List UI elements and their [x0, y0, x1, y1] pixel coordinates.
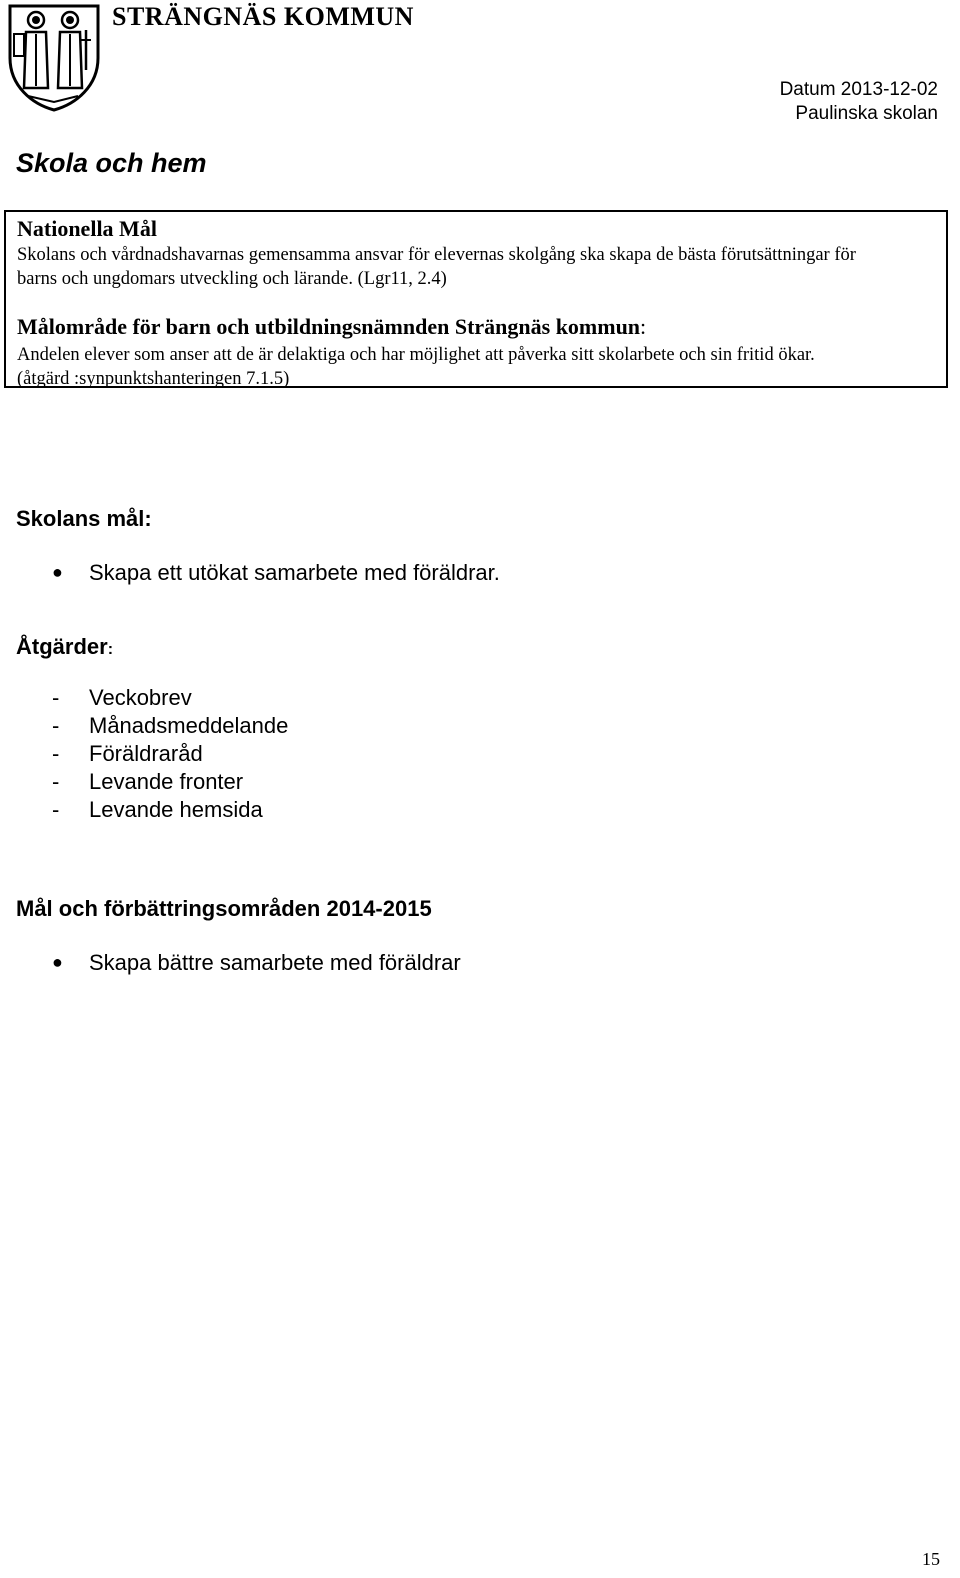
school-goals-heading: Skolans mål: [16, 506, 152, 531]
improvement-item-text: Skapa bättre samarbete med föräldrar [89, 950, 461, 975]
list-item [0, 950, 960, 978]
page-number: 15 [922, 1549, 940, 1569]
improvement-heading: Mål och förbättringsområden 2014-2015 [16, 896, 432, 921]
dash-icon: - [52, 713, 60, 738]
school-goals-list [0, 560, 960, 588]
list-item [0, 713, 960, 741]
action-item-text: Månadsmeddelande [89, 713, 289, 738]
actions-list [0, 685, 960, 825]
action-item-text: Veckobrev [89, 685, 192, 710]
goal-area-heading-colon: : [640, 314, 647, 339]
document-date: Datum 2013-12-02 [779, 79, 938, 100]
page-title: Skola och hem [16, 148, 207, 178]
improvement-list [0, 950, 960, 978]
goal-area-heading [17, 314, 646, 340]
actions-heading-colon: : [107, 641, 114, 658]
list-item [0, 741, 960, 769]
action-item-text: Levande hemsida [89, 797, 263, 822]
actions-heading [16, 634, 113, 660]
goal-area-text-line2: (åtgärd :synpunktshanteringen 7.1.5) [17, 369, 290, 389]
municipal-coat-of-arms-logo [6, 0, 102, 112]
national-goals-heading: Nationella Mål [17, 216, 157, 241]
coat-of-arms-icon [6, 0, 102, 112]
list-item [0, 685, 960, 713]
dash-icon: - [52, 797, 60, 822]
dash-icon: - [52, 741, 60, 766]
action-item-text: Föräldraråd [89, 741, 203, 766]
goal-area-heading-text: Målområde för barn och utbildningsnämnden Strängnäs kommun [17, 314, 641, 339]
goals-box [4, 210, 948, 388]
national-goals-text-line2: barns och ungdomars utveckling och lärande. (Lgr11, 2.4) [17, 269, 447, 289]
action-item-text: Levande fronter [89, 769, 244, 794]
bullet-icon: ● [52, 952, 63, 972]
dash-icon: - [52, 769, 60, 794]
dash-icon: - [52, 685, 60, 710]
list-item [0, 797, 960, 825]
list-item [0, 560, 960, 588]
school-name: Paulinska skolan [795, 103, 938, 124]
list-item [0, 769, 960, 797]
bullet-icon: ● [52, 562, 63, 582]
organization-name: STRÄNGNÄS KOMMUN [112, 2, 414, 31]
national-goals-text-line1: Skolans och vårdnadshavarnas gemensamma ansvar för elevernas skolgång ska skapa de bästa förutsättningar för [17, 245, 856, 265]
actions-heading-text: Åtgärder [16, 634, 108, 659]
school-goal-text: Skapa ett utökat samarbete med föräldrar. [89, 560, 500, 585]
goal-area-text-line1: Andelen elever som anser att de är delaktiga och har möjlighet att påverka sitt skolarbete och sin fritid ökar. [17, 345, 815, 365]
